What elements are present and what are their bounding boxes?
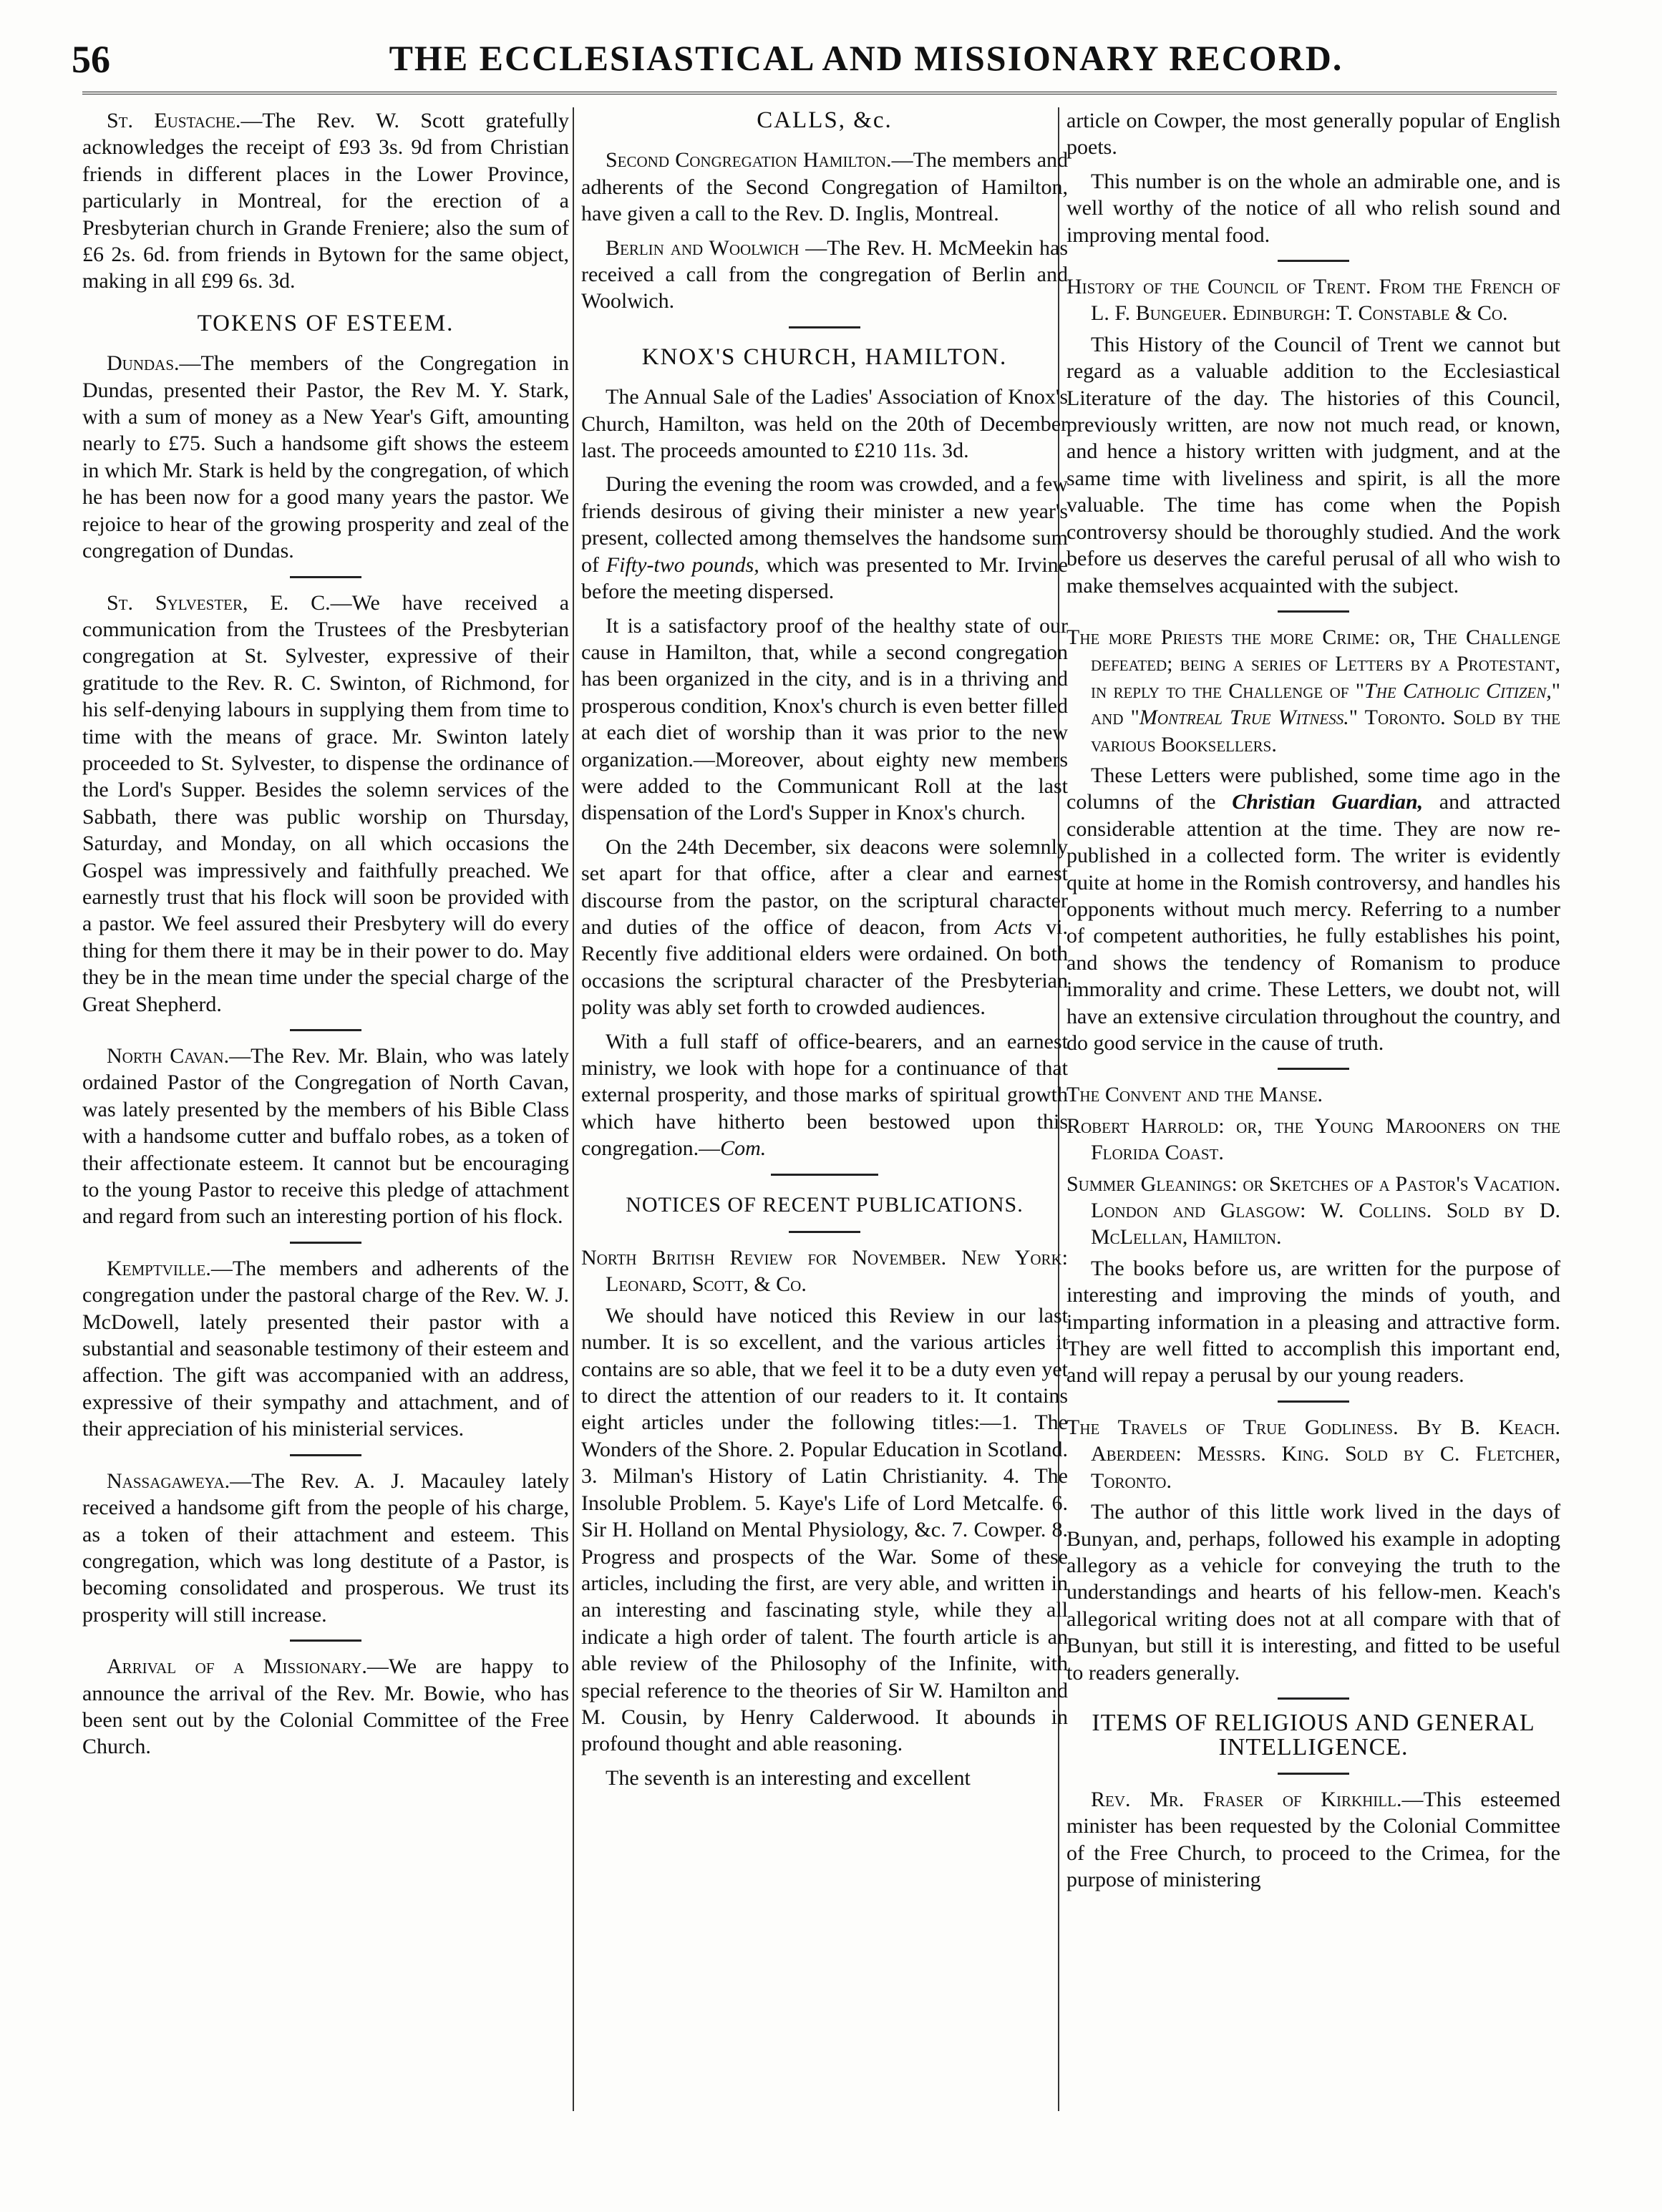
paragraph-nbr-1: We should have noticed this Review in our last number. It is so excellent, and the various articles it contains are so able, that we feel it to be a duty even yet to direct the attention of our readers to it. It contains eight articles under the following titles:—1. The Wonders of the Shore. 2. Popular Education in Scotland. 3. Milman's History of Latin Christianity. 4. The Insoluble Problem. 5. Kaye's Life of Lord Metcalfe. 6. Sir H. Holland on Mental Physiology, &c. 7. Cowper. 8. Progress and prospects of the War. Some of these articles, including the first, are very able, and written in an interesting and fascinating style, while they all indicate a high order of talent. The fourth article is an able review of the Philosophy of the Infinite, with special reference to the theories of Sir W. Hamilton and M. Cousin, by Henry Calderwood. It abounds in profound thought and able reasoning.: [581, 1303, 1068, 1756]
paragraph-dundas: [82, 350, 569, 564]
book-heading-harrold: Robert Harrold: or, the Young Marooners on the Florida Coast.: [1066, 1114, 1560, 1165]
paragraph-knox-4: [581, 834, 1068, 1021]
section-head: St. Sylvester, E. C.: [107, 590, 331, 615]
header-rule: [82, 92, 1557, 94]
section-head: Kemptville.: [107, 1256, 211, 1280]
section-title-tokens: TOKENS OF ESTEEM.: [197, 310, 455, 336]
paragraph-text: —The Rev. W. Scott gratefully acknowledges the receipt of £93 3s. 9d from Christian friends in different places in the Lower Province, particularly in Montreal, for the erection of a Presbyterian church in Grande Freniere; also the sum of £6 2s. 6d. from friends in Bytown for the same object, making in all £99 6s. 3d.: [82, 109, 569, 293]
section-title-notices: NOTICES OF RECENT PUBLICATIONS.: [626, 1192, 1024, 1217]
text-run: and attracted considerable attention at the time. They are now re-published in a collected form. The writer is evidently quite at home in the Romish controversy, and handles his opponents without much mercy. Referring to a number of competent authorities, he fully establishes his point, and shows the tendency of Romanism to produce immorality and crime. These Letters, we doubt not, will have an extensive circulation throughout the country, and do good service in the cause of truth.: [1066, 790, 1560, 1055]
signature: Com.: [720, 1136, 767, 1161]
section-head: Arrival of a Missionary.: [107, 1655, 367, 1679]
paragraph-nbr-3: This number is on the whole an admirable one, and is well worthy of the notice of all who relish sound and improving mental food.: [1066, 169, 1560, 247]
divider: [789, 326, 860, 328]
paragraph-nassagaweya: [82, 1468, 569, 1628]
ornament-divider: [771, 1174, 878, 1176]
paragraph-text: —The Rev. H. McMeekin has received a call from the congregation of Berlin and Woolwich.: [581, 235, 1068, 313]
section-title-knox: KNOX'S CHURCH, HAMILTON.: [641, 344, 1008, 370]
text-run: which was presented to Mr. Irvine before the meeting dispersed.: [581, 552, 1068, 604]
section-head: Second Congregation Hamilton.: [606, 148, 892, 172]
book-heading-nbr: North British Review for November. New York: Leonard, Scott, & Co.: [581, 1246, 1068, 1297]
text-run: With a full staff of office-bearers, and an earnest ministry, we look with hope for a continuance of that external prosperity, and those marks of spiritual growth which have hitherto been bestowed upon this congregation.—: [581, 1029, 1068, 1161]
paragraph-arrival: [82, 1653, 569, 1760]
book-heading-priests: [1066, 624, 1560, 758]
paragraph-knox-1: The Annual Sale of the Ladies' Association of Knox's Church, Hamilton, was held on the 20th of December last. The proceeds amounted to £210 11s. 3d.: [581, 385, 1068, 463]
paragraph-fraser: [1066, 1786, 1560, 1894]
section-head: Rev. Mr. Fraser of Kirkhill.: [1091, 1787, 1402, 1811]
text-run: " and ": [1091, 678, 1560, 730]
paragraph-text: —We have received a communication from the Trustees of the Presbyterian congregation at St. Sylvester, expressive of their gratitude to the Rev. R. C. Swinton, of Richmond, for his self-denying labours in supplying them from time to time with the means of grace. Mr. Swinton lately proceeded to St. Sylvester, to dispense the ordinance of the Lord's Supper. Besides the solemn services of the Sabbath, there was public worship on Thursday, Saturday, and Monday, on all which occasions the Gospel was impressively and faithfully preached. We earnestly trust that his flock will soon be provided with a pastor. We feel assured their Presbytery will do every thing for them there it may be in their power to do. May they be in the mean time under the special charge of the Great Shepherd.: [82, 590, 570, 1016]
section-title-calls: CALLS, &c.: [757, 107, 893, 133]
emphasis: Montreal True Witness.: [1139, 706, 1349, 730]
paragraph-knox-2: [581, 471, 1068, 605]
divider: [1278, 1068, 1349, 1070]
book-heading-gleanings: Summer Gleanings: or Sketches of a Pastor's Vacation. London and Glasgow: W. Collins. Sold by D. McLellan, Hamilton.: [1066, 1171, 1560, 1249]
divider: [290, 1639, 361, 1642]
paragraph-hamilton-call: [581, 147, 1068, 227]
section-title-items: ITEMS OF RELIGIOUS AND GENERAL INTELLIGENCE.: [1092, 1709, 1535, 1760]
page-header: [72, 37, 1603, 87]
book-heading-trent: History of the Council of Trent. From the French of L. F. Bungeuer. Edinburgh: T. Constable & Co.: [1066, 275, 1560, 326]
divider: [789, 1231, 860, 1233]
paragraph-text: —The members and adherents of the Second Congregation of Hamilton, have given a call to the Rev. D. Inglis, Montreal.: [581, 148, 1069, 226]
page-number: 56: [72, 38, 110, 81]
paragraph-nbr-2: The seventh is an interesting and excellent: [606, 1765, 971, 1790]
paragraph-berlin-call: [581, 235, 1068, 315]
column-2: [581, 107, 1068, 1798]
divider: [1278, 1773, 1349, 1775]
text-run: vi. Recently five additional elders were ordained. On both occasions the scriptural character of the Presbyterian polity was ably set forth to crowded audiences.: [581, 915, 1068, 1020]
paragraph-st-sylvester: [82, 590, 569, 1018]
book-heading-travels: The Travels of True Godliness. By B. Keach. Aberdeen: Messrs. King. Sold by C. Fletcher, Toronto.: [1066, 1415, 1560, 1493]
text-run: " Toronto. Sold by the various Booksellers.: [1091, 706, 1560, 756]
section-head: Dundas.: [107, 351, 180, 376]
paragraph-text: —The Rev. A. J. Macauley lately received a handsome gift from the people of his charge, as a token of their attachment and esteem. This congregation, which was long destitute of a Pastor, is becoming consolidated and prosperous. We trust its prosperity will still increase.: [82, 1468, 569, 1627]
paragraph-knox-5: [581, 1028, 1068, 1162]
divider: [1278, 260, 1349, 262]
column-3: [1066, 107, 1560, 1901]
section-head: St. Eustache.: [107, 109, 241, 132]
text-run: On the 24th December, six deacons were solemnly set apart for that office, after a clear and earnest discourse from the pastor, on the scriptural character and duties of the office of deacon, from: [581, 834, 1068, 939]
divider: [290, 1029, 361, 1031]
divider: [290, 1242, 361, 1244]
paragraph-text: —This esteemed minister has been requested by the Colonial Committee of the Free Church, to proceed to the Crimea, for the purpose of ministering: [1066, 1787, 1560, 1892]
divider: [1278, 1400, 1349, 1403]
paragraph-nbr-continued: article on Cowper, the most generally popular of English poets.: [1066, 109, 1560, 160]
divider: [290, 576, 361, 578]
divider: [1278, 1697, 1349, 1700]
section-head: Nassagaweya.: [107, 1468, 230, 1493]
paragraph-text: —The Rev. Mr. Blain, who was lately ordained Pastor of the Congregation of North Cavan, was lately presented by the members of his Bible Class with a handsome cutter and buffalo robes, as a token of their affectionate esteem. It cannot but be encouraging to the young Pastor to receive this pledge of attachment and regard from such an interesting portion of his flock.: [82, 1044, 570, 1229]
paragraph-trent: This History of the Council of Trent we cannot but regard as a valuable addition to the Ecclesiastical Literature of the day. The histories of this Council, previously written, are now not much read, or known, and hence a history written with judgment, and at the same time with liveliness and spirit, is all the more valuable. The time has come when the Popish controversy should be thoroughly studied. And the work before us deserves the careful perusal of all who wish to make themselves acquainted with the subject.: [1066, 332, 1560, 598]
paragraph-priests: [1066, 762, 1560, 1056]
paragraph-kemptville: [82, 1255, 569, 1443]
paragraph-knox-3: It is a satisfactory proof of the healthy state of our cause in Hamilton, that, while a second congregation has been organized in the city, and is in a thriving and prosperous condition, Knox's church is even better filled at each diet of worship than it was prior to the new organization.—Moreover, about eighty new members were added to the Communicant Roll at the last dispensation of the Lord's Supper in Knox's church.: [581, 613, 1068, 825]
paragraph-text: —The members of the Congregation in Dundas, presented their Pastor, the Rev M. Y. Stark, with a sum of money as a New Year's Gift, amounting nearly to £75. Such a handsome gift shows the esteem in which Mr. Stark is held by the congregation, of which he has been now for a good many years the pastor. We rejoice to hear of the growing prosperity and zeal of the congregation of Dundas.: [82, 351, 569, 563]
book-heading-convent: The Convent and the Manse.: [1066, 1083, 1323, 1107]
paragraph-north-cavan: [82, 1043, 569, 1230]
divider: [290, 1454, 361, 1456]
paragraph-text: —The members and adherents of the congregation under the pastoral charge of the Rev. W. J. McDowell, lately presented their pastor with a substantial and seasonable testimony of their esteem and affection. The gift was accompanied with an address, expressive of their sympathy and attachment, and of their appreciation of his ministerial services.: [82, 1256, 569, 1441]
paragraph-travels: The author of this little work lived in the days of Bunyan, and, perhaps, followed his example in adopting allegory as a vehicle for conveying the truth to the understandings and hearts of his fellow-men. Keach's allegorical writing does not at all compare with that of Bunyan, but still it is interesting, and fitted to be useful to readers generally.: [1066, 1500, 1560, 1685]
emphasis: The Catholic Citizen,: [1364, 678, 1552, 703]
paragraph-books: The books before us, are written for the purpose of interesting and improving the minds of youth, and imparting information in a pleasing and attractive form. They are well fitted to accomplish this important end, and will repay a perusal by our young readers.: [1066, 1256, 1560, 1388]
paragraph-st-eustache: [82, 107, 569, 295]
text-run: During the evening the room was crowded, and a few friends desirous of giving their minister a new year's present, collected among themselves the handsome sum of: [581, 472, 1068, 577]
column-1: [82, 107, 569, 1768]
text-run: The more Priests the more Crime: or, The Challenge defeated; being a series of Letters by a Protestant, in reply to the Challenge of ": [1066, 625, 1560, 703]
paragraph-text: —We are happy to announce the arrival of the Rev. Mr. Bowie, who has been sent out by the Colonial Committee of the Free Church.: [82, 1655, 569, 1759]
section-head: North Cavan.: [107, 1044, 230, 1068]
emphasis: Fifty-two pounds,: [606, 552, 759, 577]
running-title: THE ECCLESIASTICAL AND MISSIONARY RECORD.: [389, 38, 1343, 78]
divider: [1278, 610, 1349, 613]
emphasis: Christian Guardian,: [1232, 790, 1424, 814]
column-rule-left: [573, 107, 574, 2111]
emphasis: Acts: [994, 915, 1032, 939]
text-run: These Letters were published, some time ago in the columns of the: [1066, 763, 1560, 814]
section-head: Berlin and Woolwich: [606, 235, 800, 260]
